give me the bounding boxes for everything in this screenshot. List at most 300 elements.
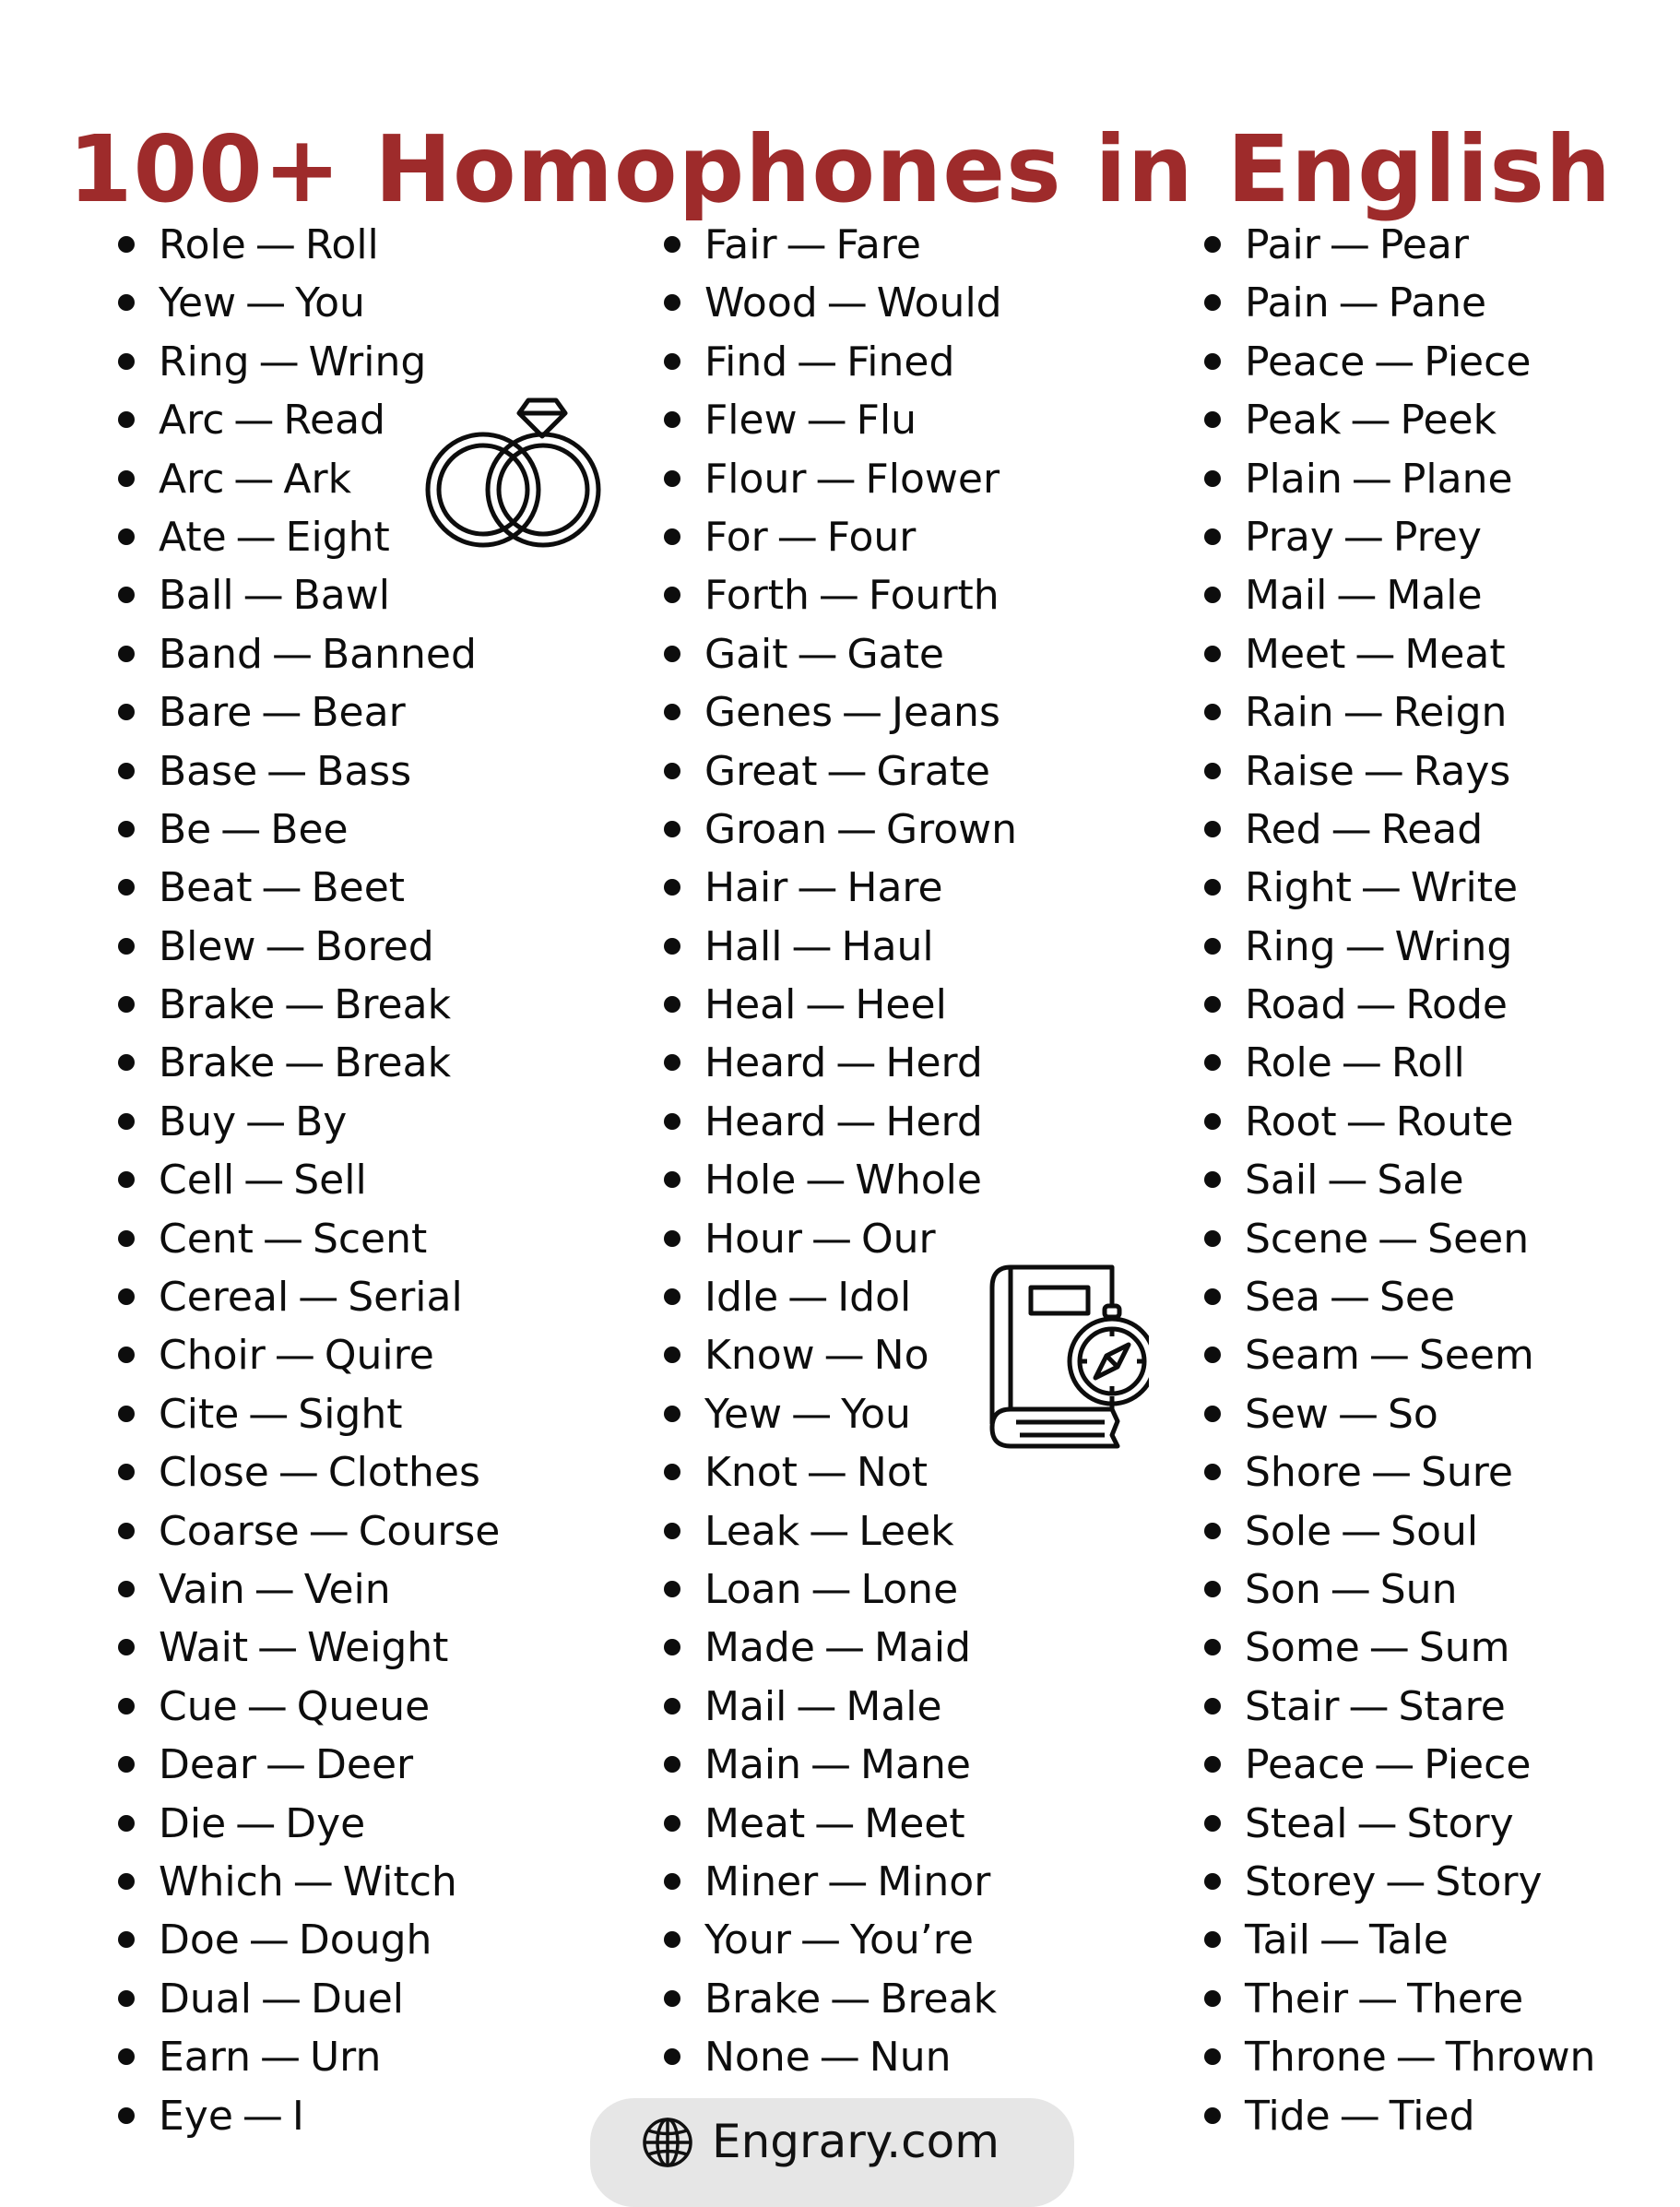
homophone-word-a: Loan [704,1565,802,1613]
bullet-icon [1204,587,1221,603]
homophone-word-b: Thrown [1445,2034,1596,2082]
homophone-word-b: Sure [1420,1449,1513,1497]
homophone-word-b: Wring [308,338,427,386]
homophone-word-a: Cue [159,1682,238,1730]
bullet-icon [118,1464,135,1480]
homophone-word-a: None [704,2034,810,2082]
em-dash-separator: — [1374,338,1415,386]
em-dash-separator: — [265,922,306,970]
homophone-pair [111,1502,500,1560]
homophone-word-a: Know [704,1332,815,1380]
em-dash-separator: — [1355,630,1396,678]
homophone-pair [111,1268,500,1326]
em-dash-separator: — [805,981,846,1029]
bullet-icon [664,704,680,720]
homophone-pair [111,918,500,976]
bullet-icon [664,1873,680,1890]
em-dash-separator: — [1368,1332,1410,1380]
homophone-pair [657,1093,1017,1151]
em-dash-separator: — [233,397,275,445]
homophone-word-b: Sight [298,1390,403,1438]
homophone-pair [657,683,1017,742]
bullet-icon [1204,294,1221,311]
bullet-icon [118,1406,135,1422]
homophone-word-a: Earn [159,2034,251,2082]
homophone-word-a: Dear [159,1741,257,1789]
em-dash-separator: — [797,630,838,678]
em-dash-separator: — [1345,1098,1387,1145]
bullet-icon [1204,1230,1221,1247]
bullet-icon [664,1406,680,1422]
em-dash-separator: — [786,221,827,268]
homophone-word-a: Raise [1245,747,1355,795]
homophone-word-a: Shore [1245,1449,1362,1497]
homophone-pair [657,1678,1017,1736]
homophone-pair [1197,1034,1595,1092]
bullet-icon [118,996,135,1013]
em-dash-separator: — [254,221,296,268]
homophone-word-b: Weight [307,1624,449,1672]
homophone-word-a: Peace [1245,338,1366,386]
homophone-pair [111,1093,500,1151]
homophone-word-a: Choir [159,1332,266,1380]
homophone-word-a: Storey [1245,1857,1377,1905]
bullet-icon [664,528,680,545]
homophone-word-a: Scene [1245,1215,1369,1263]
homophone-pair [657,216,1017,274]
bullet-icon [664,294,680,311]
em-dash-separator: — [797,338,838,386]
homophone-pair [657,274,1017,332]
bullet-icon [118,1698,135,1715]
homophone-word-b: Meet [864,1799,965,1847]
homophone-word-b: Jeans [892,689,1000,737]
homophone-word-a: Forth [704,572,810,620]
homophone-word-a: Leak [704,1507,800,1555]
homophone-word-b: Reign [1392,689,1508,737]
homophone-pair [1197,1970,1595,2028]
bullet-icon [1204,763,1221,779]
em-dash-separator: — [262,1215,303,1263]
homophone-pair [657,859,1017,917]
homophone-word-b: Flu [856,397,917,445]
em-dash-separator: — [797,864,838,912]
homophone-word-a: Arc [159,455,225,503]
bullet-icon [118,411,135,428]
homophone-word-b: Prey [1392,513,1482,561]
em-dash-separator: — [1319,1916,1361,1964]
bullet-icon [664,1464,680,1480]
homophone-word-a: Base [159,747,258,795]
bullet-icon [1204,1054,1221,1071]
bullet-icon [664,1347,680,1363]
homophone-word-a: Hour [704,1215,802,1263]
homophone-word-a: Tide [1245,2092,1331,2140]
em-dash-separator: — [796,1682,837,1730]
em-dash-separator: — [791,922,833,970]
em-dash-separator: — [806,1449,847,1497]
bullet-icon [1204,1815,1221,1832]
bullet-icon [1204,1698,1221,1715]
homophone-word-b: By [295,1098,348,1145]
homophone-word-a: Cereal [159,1274,290,1322]
homophone-word-a: Tail [1245,1916,1311,1964]
homophone-word-b: Minor [877,1857,991,1905]
homophone-word-b: Would [876,279,1002,327]
homophone-word-b: Wring [1394,922,1513,970]
homophone-word-a: Knot [704,1449,798,1497]
website-badge[interactable] [590,2098,1074,2207]
bullet-icon [118,1523,135,1539]
homophone-pair [657,508,1017,566]
homophone-pair [657,1326,1017,1384]
bullet-icon [118,1639,135,1655]
bullet-icon [664,646,680,662]
em-dash-separator: — [245,279,287,327]
em-dash-separator: — [271,630,313,678]
em-dash-separator: — [235,1799,277,1847]
bullet-icon [664,1931,680,1948]
em-dash-separator: — [1329,1274,1370,1322]
homophone-pair [657,1560,1017,1619]
homophone-pair [111,1443,500,1501]
em-dash-separator: — [257,1624,299,1672]
homophone-word-a: For [704,513,768,561]
homophone-pair [111,742,500,801]
em-dash-separator: — [1350,397,1391,445]
homophone-word-b: No [873,1332,929,1380]
homophone-word-a: Heal [704,981,797,1029]
homophone-pair [657,1443,1017,1501]
homophone-pair [111,1795,500,1853]
homophone-column-2 [657,216,1017,2087]
homophone-word-a: Ate [159,513,227,561]
homophone-word-a: Their [1245,1975,1349,2023]
homophone-word-b: Ark [283,455,352,503]
bullet-icon [1204,1931,1221,1948]
bullet-icon [118,879,135,896]
bullet-icon [118,2107,135,2124]
em-dash-separator: — [1343,513,1384,561]
homophone-pair [111,333,500,391]
bullet-icon [118,1931,135,1948]
homophone-word-b: Urn [309,2034,382,2082]
homophone-word-a: Groan [704,805,827,853]
homophone-pair [111,1678,500,1736]
em-dash-separator: — [243,572,284,620]
em-dash-separator: — [1363,747,1404,795]
homophone-pair [1197,216,1595,274]
homophone-pair [1197,450,1595,508]
homophone-word-b: Rode [1405,981,1508,1029]
em-dash-separator: — [1351,455,1392,503]
homophone-pair [657,391,1017,449]
bullet-icon [1204,411,1221,428]
homophone-pair [111,566,500,624]
bullet-icon [118,821,135,837]
em-dash-separator: — [805,1157,846,1204]
homophone-word-a: Be [159,805,212,853]
homophone-word-a: Your [704,1916,791,1964]
homophone-word-b: Bass [316,747,412,795]
homophone-word-b: Deer [315,1741,414,1789]
homophone-word-a: Son [1245,1565,1321,1613]
bullet-icon [1204,1171,1221,1188]
homophone-pair [657,1502,1017,1560]
em-dash-separator: — [248,1916,290,1964]
homophone-word-a: Sea [1245,1274,1320,1322]
homophone-pair [657,2028,1017,2086]
em-dash-separator: — [261,689,302,737]
homophone-word-b: Sale [1377,1157,1464,1204]
bullet-icon [118,704,135,720]
homophone-pair [657,976,1017,1034]
homophone-word-b: Roll [304,221,379,268]
homophone-pair [657,1736,1017,1794]
homophone-word-b: Grown [886,805,1018,853]
homophone-word-a: Flew [704,397,798,445]
homophone-word-b: Scent [312,1215,428,1263]
page-title: 100+ Homophones in English [67,115,1613,223]
bullet-icon [664,821,680,837]
homophone-word-a: Mail [1245,572,1328,620]
homophone-word-b: Serial [348,1274,463,1322]
homophone-word-b: Vein [303,1565,391,1613]
homophone-word-a: Coarse [159,1507,300,1555]
bullet-icon [118,1990,135,2007]
homophone-word-b: Herd [885,1039,983,1087]
bullet-icon [1204,1756,1221,1773]
em-dash-separator: — [1355,981,1397,1029]
homophone-pair [657,1795,1017,1853]
homophone-pair [657,1619,1017,1677]
bullet-icon [664,1171,680,1188]
homophone-word-a: Sail [1245,1157,1319,1204]
bullet-icon [664,1054,680,1071]
homophone-word-a: Pain [1245,279,1330,327]
bullet-icon [118,938,135,955]
homophone-word-a: Road [1245,981,1347,1029]
homophone-word-a: Arc [159,397,225,445]
homophone-word-a: Beat [159,864,253,912]
homophone-pair [111,1560,500,1619]
homophone-word-b: Fourth [868,572,1000,620]
homophone-pair [657,1853,1017,1911]
homophone-word-b: Haul [841,922,934,970]
homophone-word-a: Ring [1245,922,1336,970]
homophone-word-a: Hair [704,864,788,912]
homophone-word-a: Brake [159,981,276,1029]
em-dash-separator: — [806,397,847,445]
homophone-word-b: Sell [293,1157,367,1204]
bullet-icon [118,1815,135,1832]
homophone-word-b: Eight [285,513,390,561]
bullet-icon [118,294,135,311]
em-dash-separator: — [308,1507,349,1555]
homophone-pair [111,1970,500,2028]
em-dash-separator: — [1385,1857,1426,1905]
em-dash-separator: — [842,689,883,737]
homophone-word-b: So [1388,1390,1438,1438]
bullet-icon [118,587,135,603]
homophone-word-a: Hole [704,1157,797,1204]
em-dash-separator: — [1378,1215,1419,1263]
homophone-word-b: Read [283,397,385,445]
bullet-icon [664,587,680,603]
em-dash-separator: — [810,1741,852,1789]
homophone-pair [1197,1151,1595,1209]
homophone-word-b: Grate [876,747,990,795]
homophone-word-b: Sum [1418,1624,1510,1672]
homophone-pair [1197,918,1595,976]
homophone-word-a: Pair [1245,221,1320,268]
em-dash-separator: — [791,1390,833,1438]
homophone-word-a: Find [704,338,788,386]
bullet-icon [664,236,680,253]
em-dash-separator: — [1360,864,1402,912]
homophone-pair [1197,625,1595,683]
homophone-pair [657,1034,1017,1092]
homophone-word-b: Male [1386,572,1483,620]
em-dash-separator: — [826,279,868,327]
homophone-word-b: Dye [285,1799,366,1847]
homophone-pair [1197,1268,1595,1326]
bullet-icon [118,1873,135,1890]
homophone-word-b: Break [880,1975,998,2023]
homophone-word-b: I [291,2092,304,2140]
homophone-pair [111,1210,500,1268]
em-dash-separator: — [835,1039,877,1087]
homophone-word-a: Heard [704,1039,827,1087]
homophone-word-b: Four [826,513,917,561]
bullet-icon [118,528,135,545]
bullet-icon [1204,1581,1221,1597]
homophone-word-b: Write [1410,864,1519,912]
homophone-word-a: Ring [159,338,250,386]
em-dash-separator: — [261,864,302,912]
homophone-word-a: Which [159,1857,284,1905]
homophone-word-b: You’re [849,1916,974,1964]
homophone-pair [657,1385,1017,1443]
em-dash-separator: — [260,1975,302,2023]
em-dash-separator: — [1357,1975,1399,2023]
homophone-word-b: Flower [865,455,1000,503]
bullet-icon [118,1756,135,1773]
homophone-pair [657,333,1017,391]
bullet-icon [1204,1406,1221,1422]
homophone-pair [1197,742,1595,801]
homophone-pair [1197,1093,1595,1151]
em-dash-separator: — [776,513,818,561]
bullet-icon [1204,1464,1221,1480]
bullet-icon [664,879,680,896]
em-dash-separator: — [284,1039,325,1087]
homophone-pair [1197,1443,1595,1501]
bullet-icon [664,1815,680,1832]
homophone-word-a: Brake [159,1039,276,1087]
bullet-icon [664,353,680,370]
em-dash-separator: — [1327,1157,1368,1204]
homophone-pair [1197,1619,1595,1677]
em-dash-separator: — [1330,1565,1371,1613]
homophone-word-b: Gate [846,630,944,678]
bullet-icon [118,1171,135,1188]
bullet-icon [1204,236,1221,253]
homophone-pair [111,625,500,683]
homophone-pair [111,1326,500,1384]
bullet-icon [664,1581,680,1597]
em-dash-separator: — [220,805,262,853]
em-dash-separator: — [819,2034,860,2082]
bullet-icon [664,1523,680,1539]
website-link[interactable]: Engrary.com [712,2115,1000,2168]
homophone-word-b: Stare [1398,1682,1506,1730]
homophone-pair [1197,333,1595,391]
bullet-icon [118,470,135,487]
em-dash-separator: — [830,1975,871,2023]
bullet-icon [1204,1113,1221,1130]
em-dash-separator: — [810,1565,852,1613]
homophone-word-a: Genes [704,689,834,737]
homophone-word-b: Peek [1400,397,1497,445]
homophone-pair [657,801,1017,859]
homophone-pair [111,976,500,1034]
homophone-pair [111,1736,500,1794]
homophone-word-a: Some [1245,1624,1360,1672]
bullet-icon [664,470,680,487]
homophone-word-a: Buy [159,1098,237,1145]
homophone-word-a: Cent [159,1215,254,1263]
homophone-word-a: Mail [704,1682,787,1730]
homophone-word-b: Bored [314,922,434,970]
bullet-icon [1204,1347,1221,1363]
em-dash-separator: — [1374,1741,1415,1789]
homophone-pair [657,1970,1017,2028]
em-dash-separator: — [836,805,877,853]
bullet-icon [118,1581,135,1597]
homophone-pair [1197,1502,1595,1560]
homophone-word-a: Right [1245,864,1352,912]
bullet-icon [1204,1288,1221,1305]
em-dash-separator: — [810,1215,852,1263]
homophone-word-a: Role [159,221,246,268]
homophone-pair [111,1151,500,1209]
bullet-icon [664,1698,680,1715]
homophone-pair [111,801,500,859]
homophone-pair [657,742,1017,801]
homophone-pair [111,1034,500,1092]
homophone-word-a: Close [159,1449,269,1497]
homophone-word-a: Ball [159,572,234,620]
em-dash-separator: — [233,455,275,503]
homophone-word-a: Cell [159,1157,235,1204]
em-dash-separator: — [1341,1039,1382,1087]
em-dash-separator: — [1370,1449,1412,1497]
bullet-icon [1204,821,1221,837]
homophone-word-b: Pear [1378,221,1469,268]
homophone-word-b: Bee [270,805,349,853]
em-dash-separator: — [254,1565,295,1613]
homophone-word-b: Hare [846,864,943,912]
bullet-icon [1204,879,1221,896]
homophone-word-b: Seen [1427,1215,1530,1263]
homophone-pair [1197,1385,1595,1443]
homophone-word-b: Meat [1404,630,1506,678]
bullet-icon [1204,938,1221,955]
bullet-icon [1204,2048,1221,2065]
homophone-word-b: Course [358,1507,501,1555]
bullet-icon [664,1230,680,1247]
